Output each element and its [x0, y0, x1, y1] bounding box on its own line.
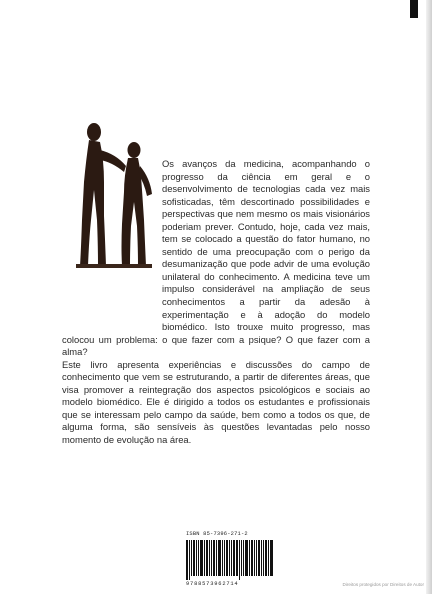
barcode-bar — [263, 540, 264, 576]
barcode-bar — [241, 540, 242, 576]
barcode-bar — [243, 540, 244, 576]
barcode-bar — [216, 540, 217, 576]
barcode-bar — [196, 540, 197, 576]
page-edge — [426, 0, 432, 594]
edge-mark — [410, 0, 418, 18]
barcode-bar — [254, 540, 255, 576]
copyright-watermark: Direitos protegidos por Direitos de Autor — [342, 582, 424, 587]
barcode-bar — [233, 540, 235, 576]
barcode-bar — [218, 540, 221, 576]
barcode-number: 9788573962714 — [186, 581, 239, 587]
barcode-bar — [189, 540, 190, 580]
barcode-bar — [251, 540, 253, 576]
paragraph-book-description: Este livro apresenta experiências e discussões do campo de conhecimento que vem se estruturando, a partir de diferentes áreas, que visa promover a reintegração dos aspectos psicológicos e sociais ao modelo biomédico. Ele é dirigido a todos os estudantes e profissionais que se interessam pelo campo da saúde, bem como a todos os que, de alguma forma, são sensíveis às questões levantadas pelo nosso momento de evolução na área. — [62, 358, 370, 446]
barcode-bar — [200, 540, 203, 576]
barcode-bar — [204, 540, 205, 576]
barcode-bar — [198, 540, 199, 576]
barcode-bar — [258, 540, 260, 576]
barcode-bar — [213, 540, 215, 576]
barcode-bar — [236, 540, 238, 576]
barcode-bar — [239, 540, 240, 580]
isbn-label: ISBN 85-7396-271-2 — [186, 531, 248, 537]
barcode-bar — [191, 540, 192, 576]
barcode-bar — [261, 540, 262, 576]
barcode-bar — [229, 540, 230, 576]
barcode-bar — [211, 540, 212, 576]
barcode-icon — [186, 540, 274, 580]
barcode-bar — [193, 540, 195, 576]
figure-wrap-space — [62, 158, 162, 326]
barcode-bar — [186, 540, 188, 580]
barcode-bar — [226, 540, 228, 576]
barcode-bar — [265, 540, 267, 576]
barcode-bar — [231, 540, 232, 576]
barcode-bar — [270, 540, 273, 576]
barcode-bar — [268, 540, 269, 576]
barcode-bar — [206, 540, 208, 576]
barcode-bar — [256, 540, 257, 576]
back-cover-text — [62, 158, 370, 447]
barcode-bar — [245, 540, 248, 576]
paragraph-intro: Os avanços da medicina, acompanhando o progresso da ciência em geral e o desenvolvimento de tecnologias cada vez mais sofisticadas, têm descortinado possibilidades e perspectivas que nem mesmo os mais visionários poderiam prever. Contudo, hoje, cada vez mais, tem se colocado a questão do fator humano, no sentido de uma preocupação com o perigo da desumanização que pode advir de uma evolução unilateral do conhecimento. A medicina teve um impulso considerável na ampliação de seus conhecimentos a partir da adesão à experimentação e à adoção do modelo biomédico. Isto trouxe muito progresso, mas colocou um problema: o que fazer com a psique? O que fazer com a alma? — [62, 158, 370, 358]
barcode-bar — [209, 540, 210, 576]
barcode-bar — [224, 540, 225, 576]
barcode-bar — [249, 540, 250, 576]
barcode-bar — [222, 540, 223, 576]
